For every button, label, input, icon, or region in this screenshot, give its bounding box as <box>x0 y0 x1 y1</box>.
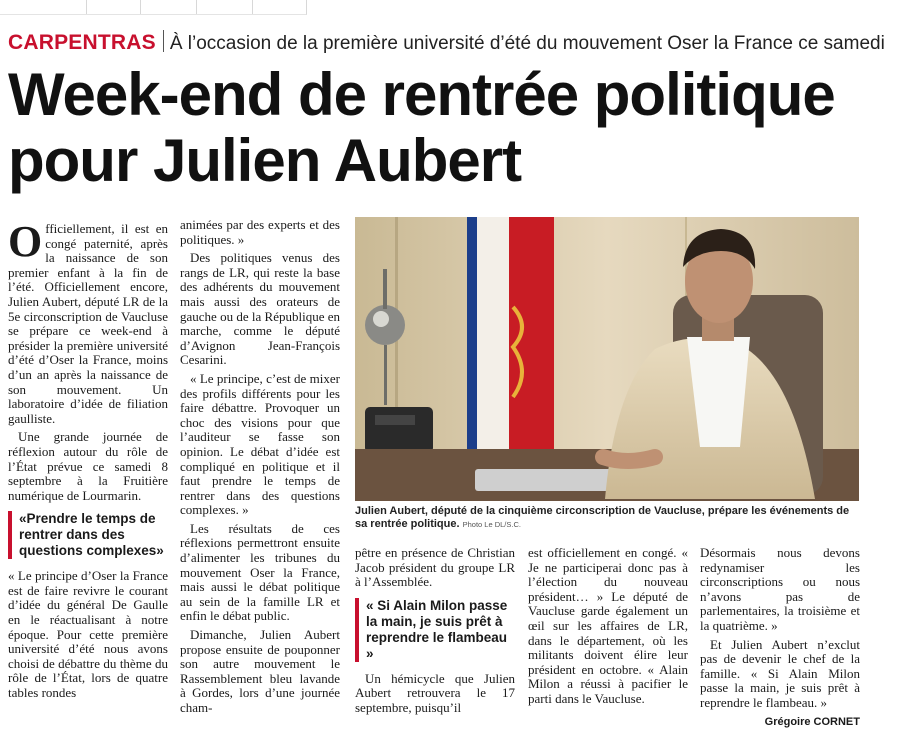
paragraph: Dimanche, Julien Aubert propose ensuite de pouponner son autre mouvement le Rassemblement bleu lavande à Gordes, lors d’une journée cham- <box>180 627 340 715</box>
photo-caption <box>355 505 859 531</box>
lead-paragraph <box>8 217 168 426</box>
strip-segment <box>252 0 307 15</box>
article-column-4 <box>528 546 688 711</box>
kicker-separator <box>163 30 164 52</box>
lead-text: fficiellement, il est en congé paternité, après la naissance de son premier enfant à la fin de l’été. Officiellement encore, Julien Aubert, député LR de la 5e circonscription de Vaucluse se prépare ce week-end à présider la première université d’été d’Oser la France, moins d’un an après la naissance de son mouvement. Un laboratoire d’idée de filiation gaulliste. <box>8 221 168 426</box>
photo-illustration <box>355 217 859 501</box>
pull-quote: « Si Alain Milon passe la main, je suis prêt à reprendre le flambeau » <box>355 598 515 662</box>
kicker-subtitle: À l’occasion de la première université d’été du mouvement Oser la France ce samedi <box>169 33 885 54</box>
paragraph: animées par des experts et des politiques. » <box>180 217 340 247</box>
paragraph: Et Julien Aubert n’exclut pas de devenir le chef de la famille. « Si Alain Milon passe la main, je suis prêt à reprendre le flambeau. » <box>700 636 860 710</box>
drop-cap: O <box>8 217 43 266</box>
paragraph: « Le principe, c’est de mixer des profils différents pour les faire débattre. Provoquer un choc des visions pour que l’auditeur se fasse son opinion. Le débat d’idée est compliqué en politique et il faut prendre le temps de rentrer dans des questions complexes. » <box>180 370 340 518</box>
author-byline: Grégoire CORNET <box>764 715 860 728</box>
article-headline: Week-end de rentrée politique pour Julien Aubert <box>8 61 835 194</box>
article-photo <box>355 217 859 501</box>
strip-segment <box>86 0 141 15</box>
paragraph: est officiellement en congé. « Je ne participerai donc pas à l’élection du nouveau président… » Le député de Vaucluse garde également un œil sur les affaires de LR, dans le département, où les militants doivent élire leur président en octobre. « Alain Milon a réussi à pacifier le parti dans le Vaucluse. <box>528 545 688 706</box>
paragraph: Des politiques venus des rangs de LR, qui reste la base des adhérents du mouvement mais aussi des orateurs de gauche ou de la République en marche, comme le député d’Avignon Jean-François Cesarini. <box>180 250 340 368</box>
paragraph: Une grande journée de réflexion autour du rôle de l’État prévue ce samedi 8 septembre à la Fruitière numérique de Lourmarin. <box>8 429 168 503</box>
strip-segment <box>0 0 87 15</box>
strip-segment <box>140 0 197 15</box>
page-top-strip <box>0 0 900 16</box>
article-kicker <box>8 30 885 55</box>
paragraph: Désormais nous devons redynamiser les circonscriptions ou nous n’avons pas de parlementaires, la troisième et la quatrième. » <box>700 545 860 633</box>
article-column-3 <box>355 546 515 720</box>
caption-text: Julien Aubert, député de la cinquième circonscription de Vaucluse, prépare les événements de sa rentrée politique. <box>355 505 850 530</box>
photo-credit: Photo Le DL/S.C. <box>462 520 521 529</box>
strip-segment <box>196 0 253 15</box>
pull-quote: «Prendre le temps de rentrer dans des questions complexes» <box>8 511 168 559</box>
paragraph: Un hémicycle que Julien Aubert retrouvera le 17 septembre, puisqu’il <box>355 670 515 715</box>
article-column-5 <box>700 546 860 729</box>
article-column-2 <box>180 218 340 720</box>
paragraph: « Le principe d’Oser la France est de faire revivre le courant d’idée du général De Gaulle en le réactualisant à notre époque. Pour cette première université d’été nous avons choisi de débattre du thème du rôle de l’État, lors de quatre tables rondes <box>8 568 168 701</box>
paragraph: pêtre en présence de Christian Jacob président du groupe LR à l’Assemblée. <box>355 545 515 590</box>
article-column-1 <box>8 217 168 705</box>
kicker-location: CARPENTRAS <box>8 31 156 54</box>
paragraph: Les résultats de ces réflexions permettront ensuite d’alimenter les tribunes du mouvement Oser la France, mais aussi le débat politique au sein de la famille LR et enfin le débat public. <box>180 520 340 624</box>
